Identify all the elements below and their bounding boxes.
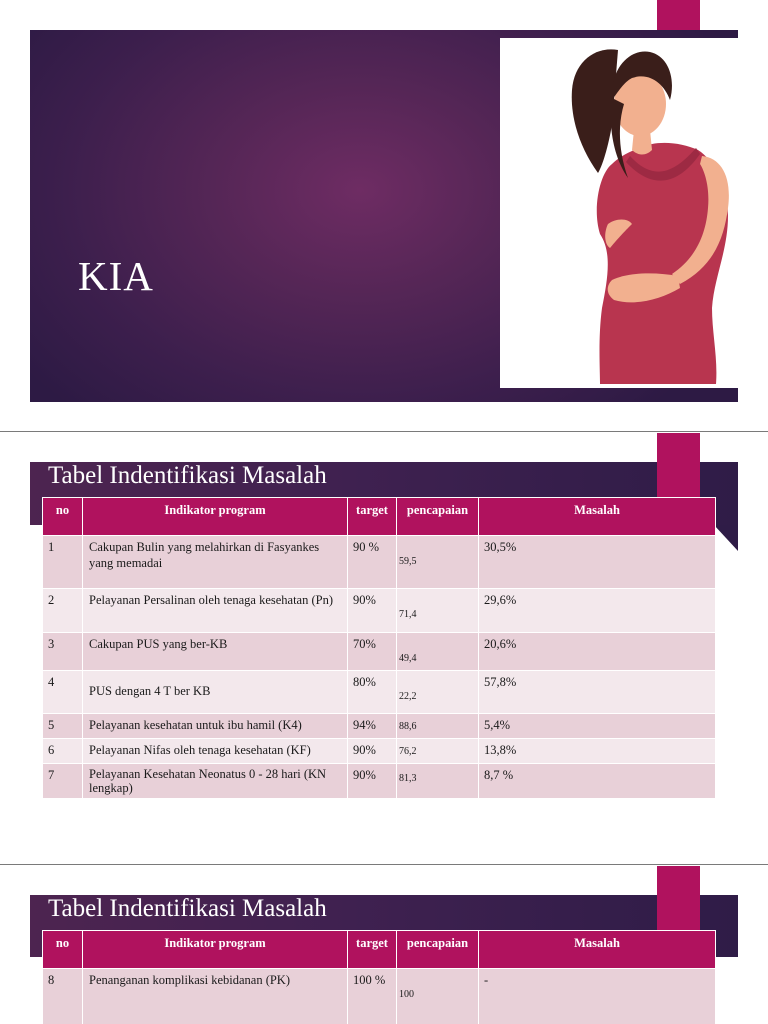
cell-target: 90% [348,764,397,799]
accent-tab [657,866,700,930]
cell-target: 90% [348,739,397,764]
header-indikator: Indikator program [83,931,348,969]
slide-divider [0,864,768,865]
cell-pencapaian: 88,6 [397,714,479,739]
table-row [43,764,716,799]
title-slide [0,0,768,430]
table-header-row [43,498,716,536]
cell-masalah: 30,5% [479,536,716,589]
header-no: no [43,931,83,969]
cell-no: 6 [43,739,83,764]
header-masalah: Masalah [479,498,716,536]
cell-target: 80% [348,671,397,714]
table-row [43,969,716,1024]
cell-pencapaian: 76,2 [397,739,479,764]
table-row [43,589,716,633]
cell-target: 90% [348,589,397,633]
cell-masalah: 57,8% [479,671,716,714]
slide-divider [0,431,768,432]
cell-masalah: - [479,969,716,1024]
cell-pencapaian: 100 [397,969,479,1024]
cell-pencapaian: 49,4 [397,633,479,671]
cell-indikator: Pelayanan Nifas oleh tenaga kesehatan (KF) [83,739,348,764]
cell-pencapaian: 59,5 [397,536,479,589]
table-slide-1 [0,433,768,865]
pregnant-woman-illustration [500,38,738,388]
cell-pencapaian: 22,2 [397,671,479,714]
header-no: no [43,498,83,536]
cell-no: 3 [43,633,83,671]
table-slide-2 [0,866,768,1024]
cell-no: 1 [43,536,83,589]
slide-title: KIA [78,253,154,299]
table-row [43,671,716,714]
cell-indikator: PUS dengan 4 T ber KB [83,671,348,714]
cell-indikator: Cakupan Bulin yang melahirkan di Fasyankes yang memadai [83,536,348,589]
cell-target: 100 % [348,969,397,1024]
cell-indikator: Pelayanan Persalinan oleh tenaga kesehatan (Pn) [83,589,348,633]
cell-no: 2 [43,589,83,633]
cell-indikator: Pelayanan kesehatan untuk ibu hamil (K4) [83,714,348,739]
table-row [43,714,716,739]
cell-pencapaian: 71,4 [397,589,479,633]
cell-target: 90 % [348,536,397,589]
cell-indikator: Cakupan PUS yang ber-KB [83,633,348,671]
cell-pencapaian: 81,3 [397,764,479,799]
header-pencapaian: pencapaian [397,498,479,536]
header-target: target [348,931,397,969]
cell-masalah: 29,6% [479,589,716,633]
header-masalah: Masalah [479,931,716,969]
problem-identification-table [42,930,716,1024]
slide-title: Tabel Indentifikasi Masalah [48,462,327,489]
header-target: target [348,498,397,536]
slide-title: Tabel Indentifikasi Masalah [48,895,327,922]
cell-masalah: 13,8% [479,739,716,764]
cell-no: 5 [43,714,83,739]
cell-no: 7 [43,764,83,799]
cell-indikator: Pelayanan Kesehatan Neonatus 0 - 28 hari (KN lengkap) [83,764,348,799]
cell-target: 70% [348,633,397,671]
cell-indikator: Penanganan komplikasi kebidanan (PK) [83,969,348,1024]
header-pencapaian: pencapaian [397,931,479,969]
header-indikator: Indikator program [83,498,348,536]
table-row [43,633,716,671]
cell-masalah: 8,7 % [479,764,716,799]
table-header-row [43,931,716,969]
accent-tab [657,433,700,498]
table-row [43,739,716,764]
cell-no: 8 [43,969,83,1024]
table-row [43,536,716,589]
band-arrow [714,525,738,551]
cell-masalah: 5,4% [479,714,716,739]
cell-masalah: 20,6% [479,633,716,671]
problem-identification-table [42,497,716,799]
cell-target: 94% [348,714,397,739]
cell-no: 4 [43,671,83,714]
